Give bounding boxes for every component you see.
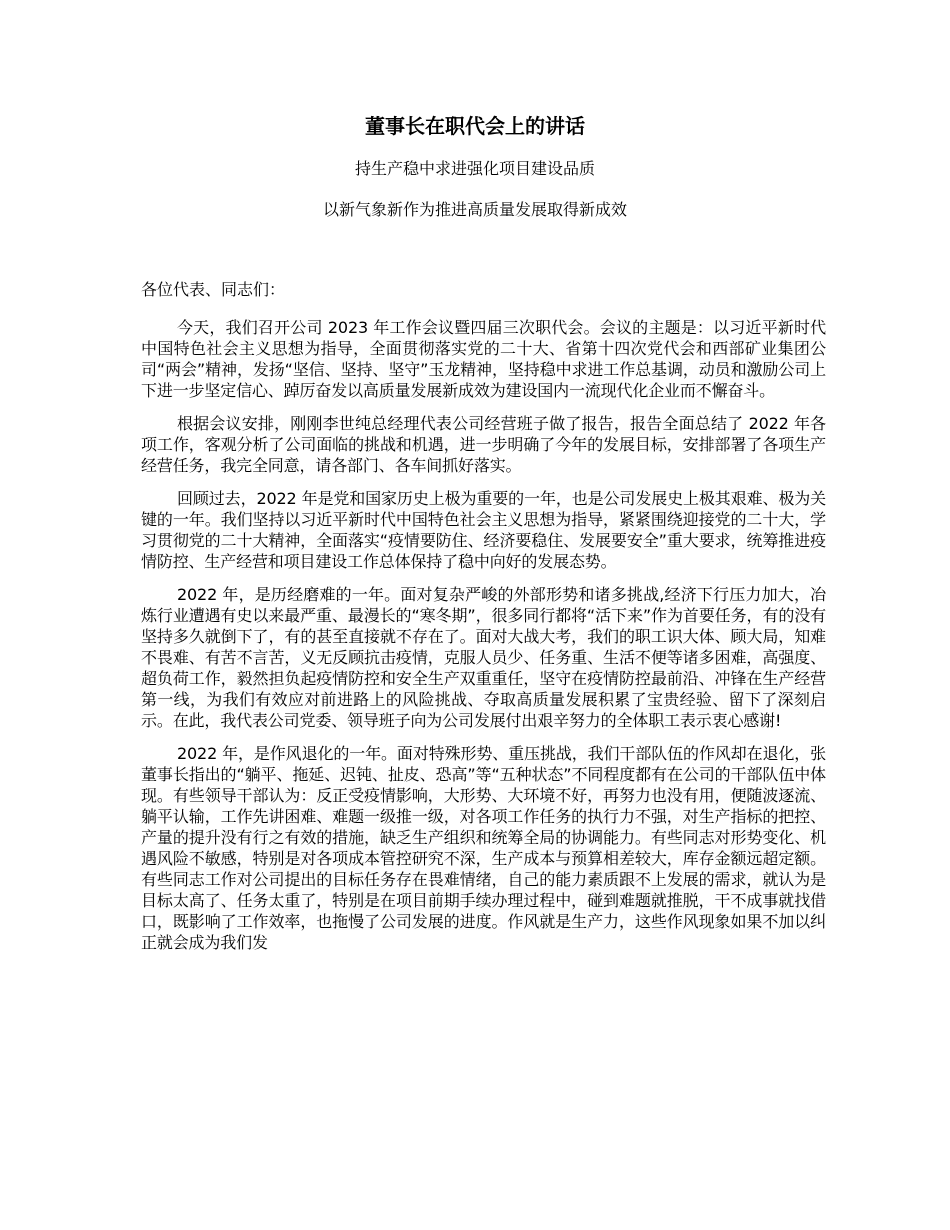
paragraph-2: 根据会议安排，刚刚李世纯总经理代表公司经营班子做了报告，报告全面总结了 2022 年各项工作，客观分析了公司面临的挑战和机遇，进一步明确了今年的发展目标，安排部署了各项生产经营任务，我完全同意，请各部门、各车间抓好落实。	[141, 414, 826, 475]
paragraph-1: 今天，我们召开公司 2023 年工作会议暨四届三次职代会。会议的主题是：以习近平新时代中国特色社会主义思想为指导，全面贯彻落实党的二十大、省第十四次党代会和西部矿业集团公司“两会”精神，发扬“坚信、坚持、坚守”玉龙精神，坚持稳中求进工作总基调，动员和激励公司上下进一步坚定信心、踔厉奋发以高质量发展新成效为建设国内一流现代化企业而不懈奋斗。	[141, 318, 826, 400]
paragraph-4: 2022 年，是历经磨难的一年。面对复杂严峻的外部形势和诸多挑战,经济下行压力加大，冶炼行业遭遇有史以来最严重、最漫长的“寒冬期”，很多同行都将“活下来”作为首要任务，有的没有坚持多久就倒下了，有的甚至直接就不存在了。面对大战大考，我们的职工识大体、顾大局，知难不畏难、有苦不言苦，义无反顾抗击疫情，克服人员少、任务重、生活不便等诸多困难，高强度、超负荷工作，毅然担负起疫情防控和安全生产双重重任，坚守在疫情防控最前沿、冲锋在生产经营第一线，为我们有效应对前进路上的风险挑战、夺取高质量发展积累了宝贵经验、留下了深刻启示。在此，我代表公司党委、领导班子向为公司发展付出艰辛努力的全体职工表示衷心感谢!	[141, 585, 826, 730]
document-title: 董事长在职代会上的讲话	[365, 114, 585, 138]
paragraph-3: 回顾过去，2022 年是党和国家历史上极为重要的一年，也是公司发展史上极其艰难、极为关键的一年。我们坚持以习近平新时代中国特色社会主义思想为指导，紧紧围绕迎接党的二十大，学习贯彻党的二十大精神，全面落实“疫情要防住、经济要稳住、发展要安全”重大要求，统筹推进疫情防控、生产经营和项目建设工作总体保持了稳中向好的发展态势。	[141, 489, 826, 571]
document-subtitle-1: 持生产稳中求进强化项目建设品质	[354, 159, 595, 178]
paragraph-5: 2022 年，是作风退化的一年。面对特殊形势、重压挑战，我们干部队伍的作风却在退化，张董事长指出的“躺平、拖延、迟钝、扯皮、恐高”等“五种状态”不同程度都有在公司的干部队伍中体现。有些领导干部认为：反正受疫情影响，大形势、大环境不好，再努力也没有用，便随波逐流、躺平认输，工作先讲困难、难题一级推一级，对各项工作任务的执行力不强，对生产指标的把控、产量的提升没有行之有效的措施，缺乏生产组织和统筹全局的协调能力。有些同志对形势变化、机遇风险不敏感，特别是对各项成本管控研究不深，生产成本与预算相差较大，库存金额远超定额。有些同志工作对公司提出的目标任务存在畏难情绪，自己的能力素质跟不上发展的需求，就认为是目标太高了、任务太重了，特别是在项目前期手续办理过程中，碰到难题就推脱，干不成事就找借口，既影响了工作效率，也拖慢了公司发展的进度。作风就是生产力，这些作风现象如果不加以纠正就会成为我们发	[141, 744, 826, 952]
salutation: 各位代表、同志们：	[141, 280, 286, 299]
document-subtitle-2: 以新气象新作为推进高质量发展取得新成效	[322, 200, 627, 219]
document-body	[141, 279, 826, 965]
